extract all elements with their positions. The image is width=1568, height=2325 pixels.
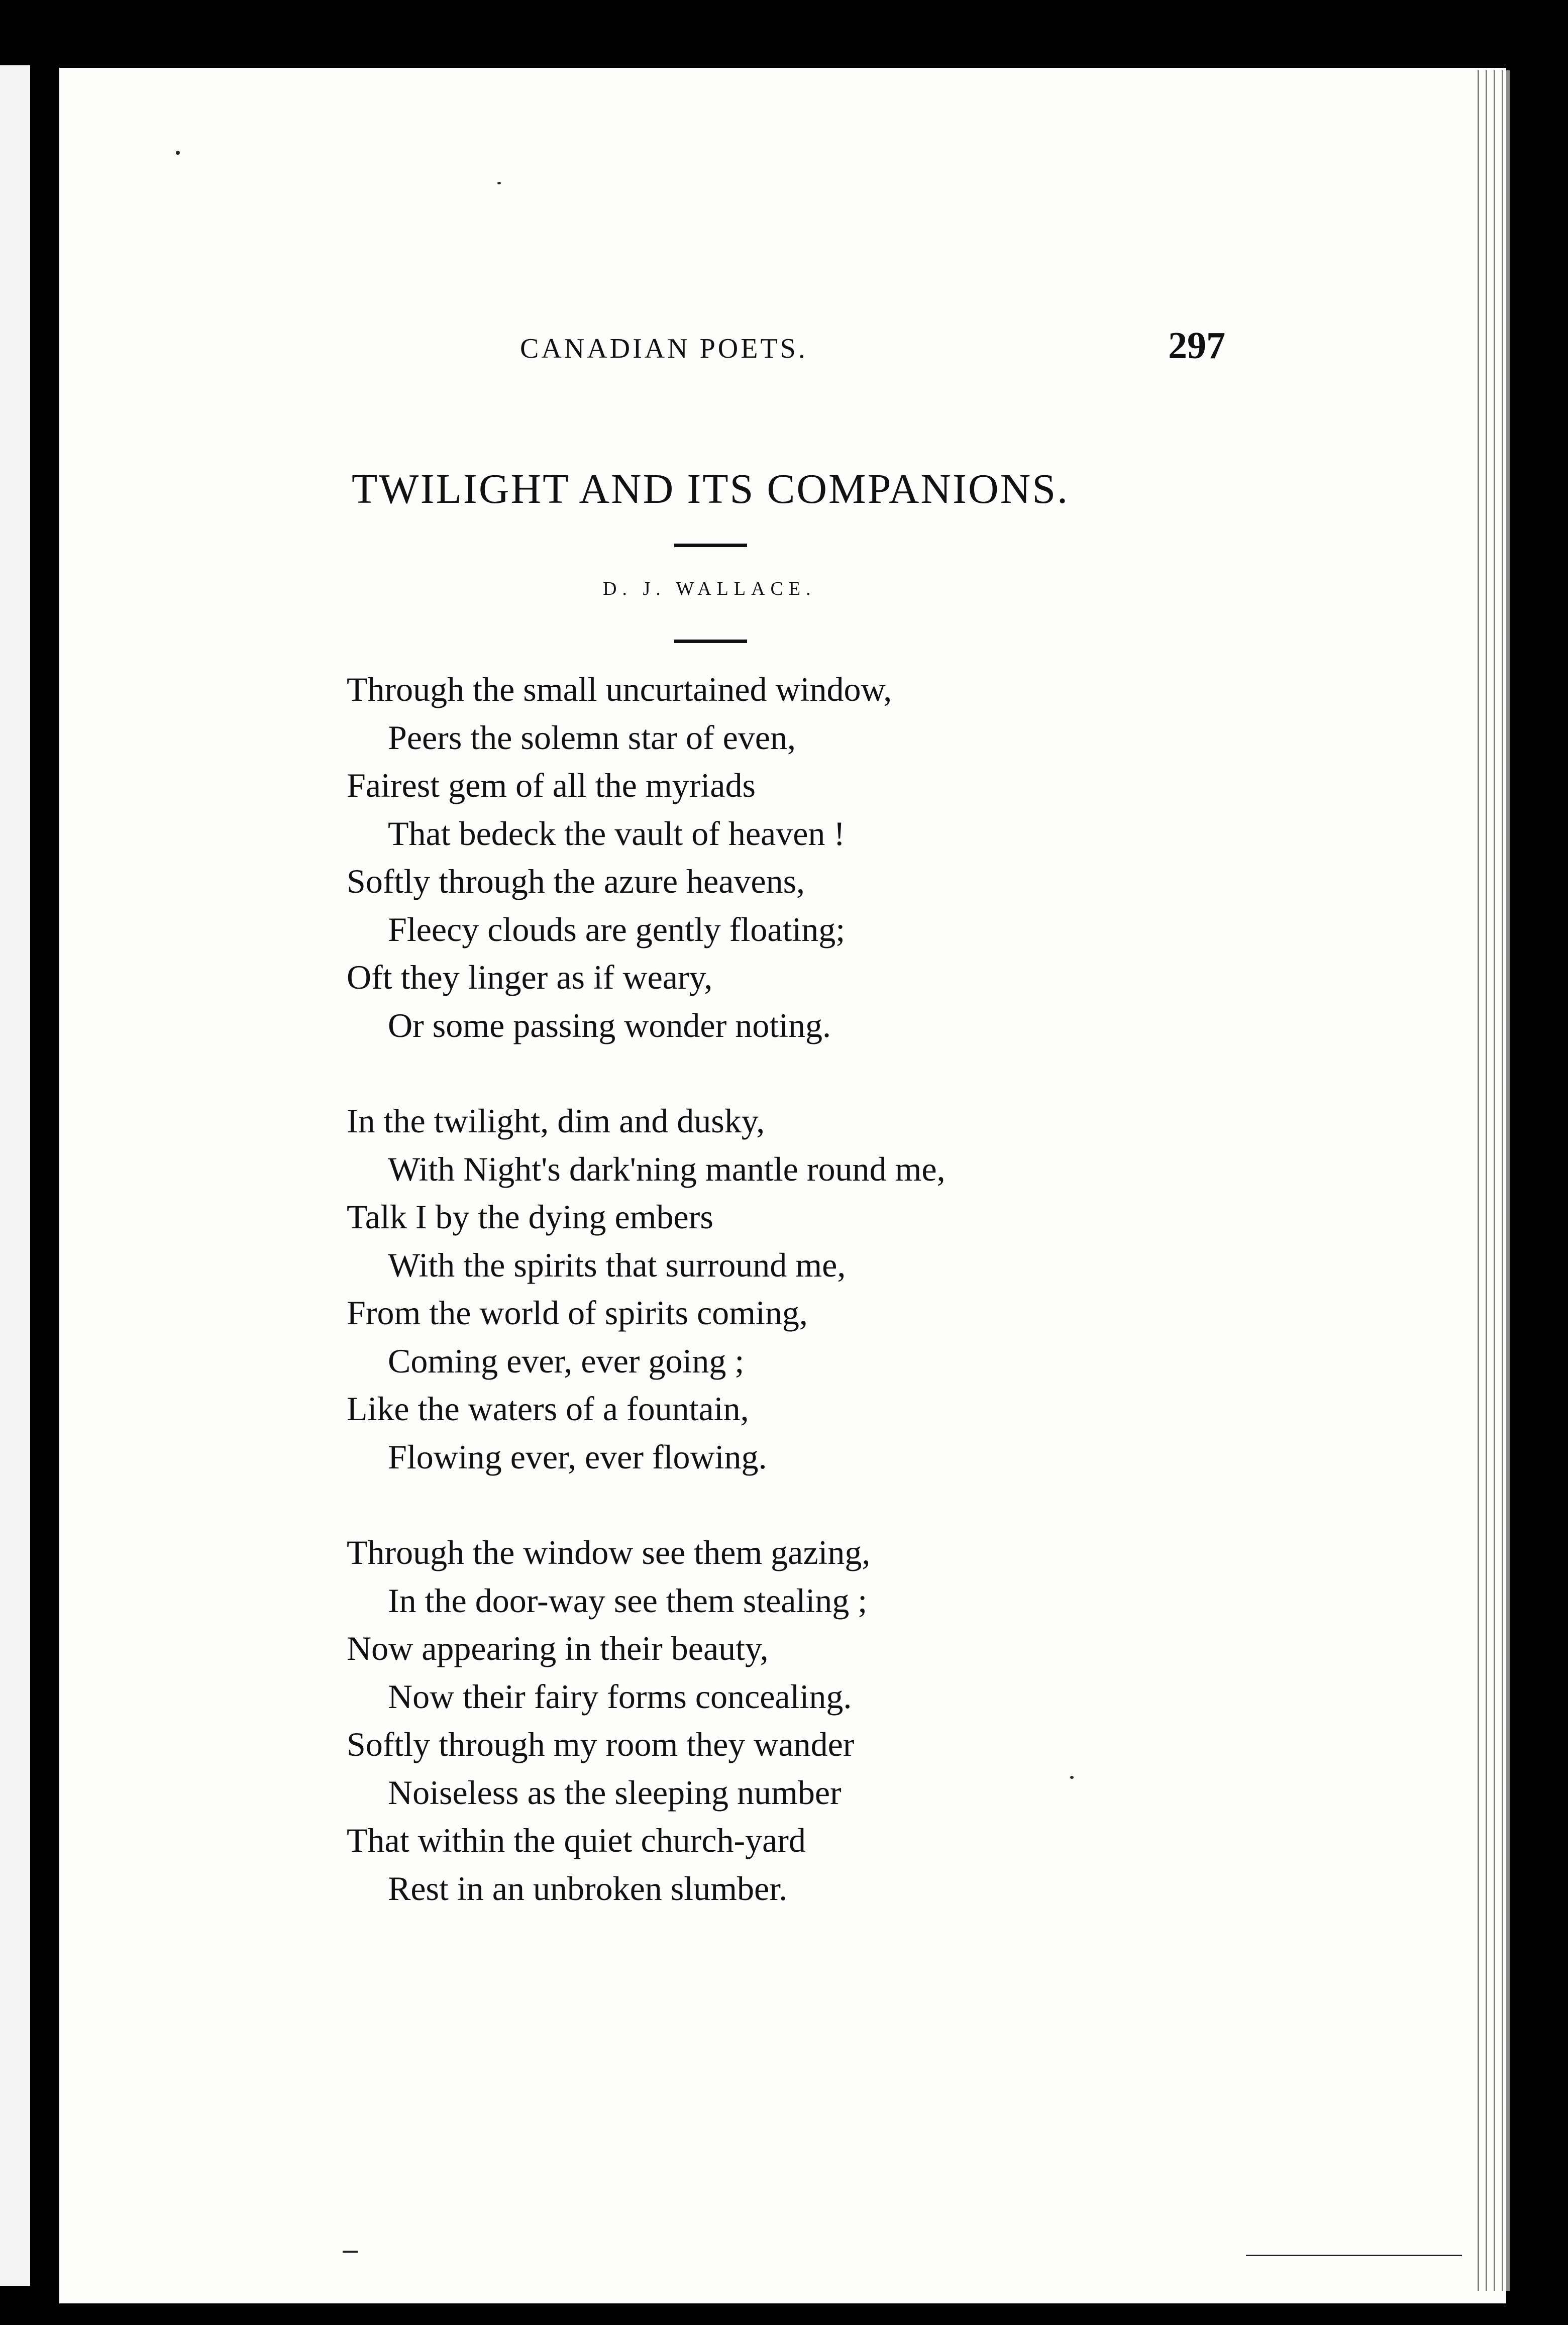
page-number: 297: [1168, 325, 1225, 367]
poem-line: Through the small uncurtained window,: [347, 670, 892, 708]
poem-line: Talk I by the dying embers: [347, 1198, 713, 1236]
running-head: CANADIAN POETS.: [520, 333, 808, 364]
poem-line: Coming ever, ever going ;: [388, 1341, 745, 1380]
poem-line: In the twilight, dim and dusky,: [347, 1102, 765, 1140]
poem-line: With Night's dark'ning mantle round me,: [388, 1149, 946, 1188]
poem-line: Flowing ever, ever flowing.: [388, 1437, 767, 1476]
poem-line: Softly through my room they wander: [347, 1725, 855, 1763]
poem-line: Or some passing wonder noting.: [388, 1006, 831, 1044]
scan-speck: [1070, 1776, 1074, 1779]
poem-line: In the door-way see them stealing ;: [388, 1581, 868, 1620]
scan-mark: [1246, 2255, 1462, 2256]
page-edge-stack: [1475, 70, 1510, 2291]
stanza-2: [347, 1097, 1125, 1481]
poem-body: [347, 666, 1125, 1960]
scan-mark: [343, 2251, 358, 2253]
poem-author: D. J. WALLACE.: [603, 578, 816, 599]
scan-speck: [497, 182, 501, 184]
poem-line: With the spirits that surround me,: [388, 1245, 846, 1284]
poem-line: That within the quiet church-yard: [347, 1821, 806, 1859]
poem-line: That bedeck the vault of heaven !: [388, 814, 846, 853]
stanza-1: [347, 666, 1125, 1049]
stanza-3: [347, 1529, 1125, 1913]
poem-line: Through the window see them gazing,: [347, 1533, 871, 1571]
gutter-shadow: [30, 65, 50, 2286]
poem-line: Now appearing in their beauty,: [347, 1629, 769, 1667]
poem-line: Softly through the azure heavens,: [347, 862, 805, 900]
poem-line: Noiseless as the sleeping number: [388, 1773, 842, 1812]
poem-line: Oft they linger as if weary,: [347, 958, 713, 996]
poem-line: From the world of spirits coming,: [347, 1294, 808, 1332]
poem-line: Peers the solemn star of even,: [388, 718, 796, 757]
poem-line: Fleecy clouds are gently floating;: [388, 910, 846, 948]
title-rule: [674, 544, 747, 547]
poem-line: Fairest gem of all the myriads: [347, 766, 756, 804]
author-rule: [674, 640, 747, 643]
poem-line: Rest in an unbroken slumber.: [388, 1869, 788, 1908]
poem-line: Now their fairy forms concealing.: [388, 1677, 852, 1716]
scan-speck: [176, 151, 180, 155]
poem-line: Like the waters of a fountain,: [347, 1390, 749, 1428]
poem-title: TWILIGHT AND ITS COMPANIONS.: [352, 466, 1070, 512]
